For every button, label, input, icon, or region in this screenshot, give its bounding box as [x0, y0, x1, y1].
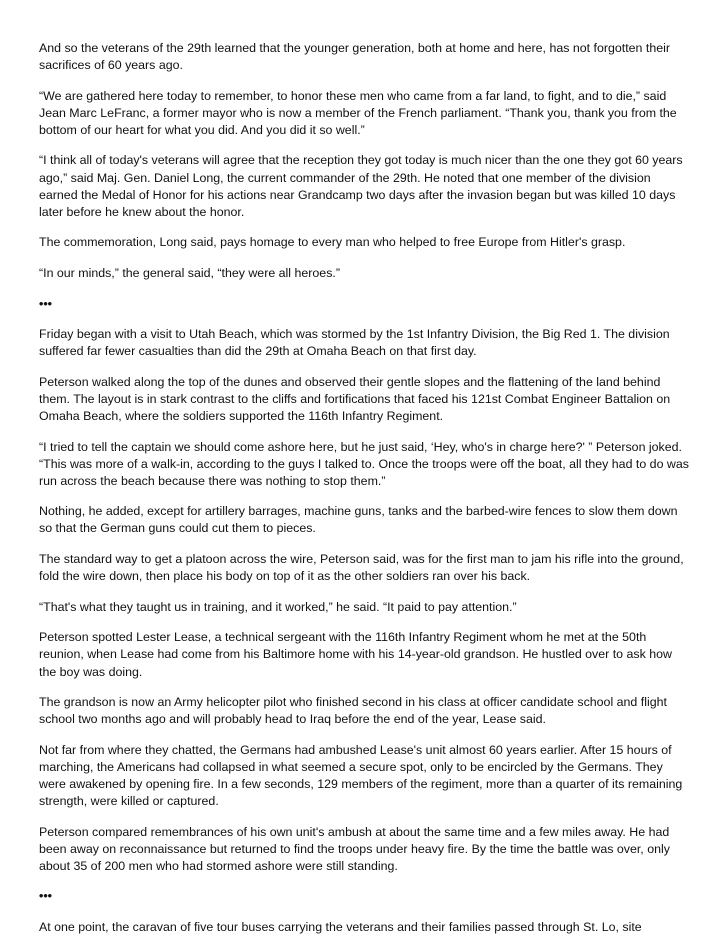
- paragraph: Friday began with a visit to Utah Beach, which was stormed by the 1st Infantry Division, the Big Red 1. The division suffered far fewer casualties than did the 29th at Omaha Beach on that first day.: [39, 327, 670, 359]
- paragraph: Peterson spotted Lester Lease, a technical sergeant with the 116th Infantry Regiment whom he met at the 50th reunion, when Lease had come from his Baltimore home with his 14-year-old grandson. He hustled over to ask how the boy was doing.: [39, 630, 672, 679]
- paragraph: Peterson walked along the top of the dunes and observed their gentle slopes and the flattening of the land behind them. The layout is in stark contrast to the cliffs and fortifications that faced his 121st Combat Engineer Battalion on Omaha Beach, where the soldiers supported the 116th Infantry Regiment.: [39, 374, 671, 423]
- paragraph: Not far from where they chatted, the Germans had ambushed Lease's unit almost 60 years earlier. After 15 hours of marching, the Americans had collapsed in what seemed a secure spot, only to be encircled by the Germans. They were awakened by opening fire. In a few seconds, 129 members of the regiment, more than a quarter of its remaining strength, were killed or captured.: [39, 742, 683, 809]
- paragraph: “That's what they taught us in training, and it worked,” he said. “It paid to pay attention.”: [39, 599, 517, 614]
- paragraph: The grandson is now an Army helicopter pilot who finished second in his class at officer candidate school and flight school two months ago and will probably head to Iraq before the end of the year, Lease said.: [39, 695, 667, 727]
- paragraph: Nothing, he added, except for artillery barrages, machine guns, tanks and the barbed-wire fences to slow them down so that the German guns could cut them to pieces.: [39, 504, 678, 536]
- paragraph: The commemoration, Long said, pays homage to every man who helped to free Europe from Hitler's grasp.: [39, 235, 626, 250]
- paragraph: “In our minds,” the general said, “they were all heroes.”: [39, 265, 340, 280]
- paragraph: And so the veterans of the 29th learned that the younger generation, both at home and here, has not forgotten their sacrifices of 60 years ago.: [39, 41, 670, 73]
- paragraph: “I tried to tell the captain we should come ashore here, but he just said, ‘Hey, who's in charge here?' ” Peterson joked. “This was more of a walk-in, according to the guys I talked to. Once the troops were off the boat, all they had to do was run across the beach because there was nothing to stop them.”: [39, 439, 689, 488]
- section-separator: •••: [39, 889, 53, 904]
- section-separator: •••: [39, 296, 53, 311]
- paragraph: “We are gathered here today to remember, to honor these men who came from a far land, to fight, and to die,” said Jean Marc LeFranc, a former mayor who is now a member of the French parliament. “Thank you, thank you from the bottom of our heart for what you did. And you did it so well.”: [39, 88, 677, 137]
- article-body: [39, 40, 689, 950]
- paragraph: Peterson compared remembrances of his own unit's ambush at about the same time and a few miles away. He had been away on reconnaissance but returned to find the troops under heavy fire. By the time the battle was over, only about 35 of 200 men who had stormed ashore were still standing.: [39, 824, 670, 873]
- paragraph: The standard way to get a platoon across the wire, Peterson said, was for the first man to jam his rifle into the ground, fold the wire down, then place his body on top of it as the other soldiers ran over his back.: [39, 552, 684, 584]
- paragraph: At one point, the caravan of five tour buses carrying the veterans and their families passed through St. Lo, site: [39, 920, 642, 935]
- paragraph: “I think all of today's veterans will agree that the reception they got today is much nicer than the one they got 60 years ago,” said Maj. Gen. Daniel Long, the current commander of the 29th. He noted that one member of the division earned the Medal of Honor for his actions near Grandcamp two days after the invasion began but was killed 10 days later before he knew about the honor.: [39, 153, 683, 219]
